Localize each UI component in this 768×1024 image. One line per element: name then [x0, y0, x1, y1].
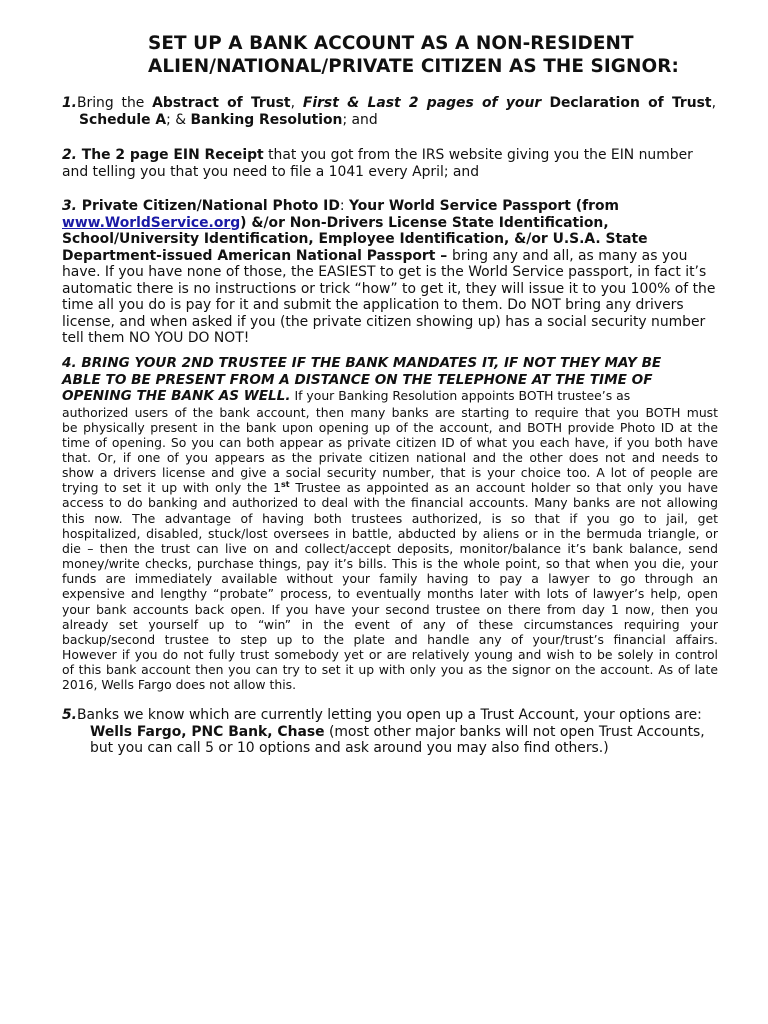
- step-2-line-2: [62, 164, 716, 181]
- step-3-text-line: have. If you have none of those, the EASIEST to get is the World Service passport, in fact it’s: [62, 264, 707, 280]
- step-number: 3.: [62, 198, 77, 214]
- text-run: :: [339, 198, 349, 214]
- page-title: [148, 32, 708, 78]
- text-run: Banking Resolution: [190, 111, 343, 128]
- step-3-text-line: tell them NO YOU DO NOT!: [62, 330, 250, 346]
- text-run: Declaration of Trust: [541, 95, 712, 111]
- step-4-text-line: backup/second trustee to step up to the plate and handle any of your/trust’s financial affairs.: [62, 631, 718, 647]
- step-4-text-line: that. Or, if one of you appears as the private citizen national and the other does not and needs to: [62, 449, 718, 465]
- step-4-superscript-line: trying to set it up with only the 1st Trustee as appointed as an account holder so that only you have: [62, 480, 718, 496]
- text-run: ,: [290, 95, 303, 111]
- text-run: First & Last 2 pages of your: [302, 95, 542, 111]
- step-number: 4.: [62, 355, 77, 371]
- step-4-text-line: show a drivers license and give a social security number, that is your choice too. A lot of people are: [62, 465, 718, 481]
- text-run: Abstract of Trust: [152, 95, 291, 111]
- step-5-line-3: but you can call 5 or 10 options and ask around you may also find others.): [90, 740, 609, 756]
- step-4-text-line: expensive and lengthy “probate” process, to eventually months later with lots of lawyer’s help, open: [62, 586, 718, 602]
- text-run: Bring the: [76, 95, 153, 111]
- step-3-photo-id: [62, 198, 716, 347]
- text-run: Private Citizen/National Photo ID: [76, 198, 340, 214]
- step-3-line-2-rest: ) &/or Non-Drivers License State Identification,: [240, 214, 609, 231]
- bank-names: Wells Fargo, PNC Bank, Chase: [90, 723, 325, 740]
- step-4-heading-line-3: [62, 388, 718, 405]
- step-4-text-line: this now. The advantage of having both trustees authorized, is so that if you go to jail, get: [62, 510, 718, 526]
- text-run: The 2 page EIN Receipt: [76, 147, 264, 163]
- step-number: 5.: [62, 707, 77, 723]
- step-4-heading-rest: If your Banking Resolution appoints BOTH trustee’s as: [290, 388, 631, 403]
- step-3-text-line: automatic there is no instructions or trick “how” to get it, they will issue it to you 100% of the: [62, 280, 716, 297]
- step-4-heading-line-1: 4. BRING YOUR 2ND TRUSTEE IF THE BANK MANDATES IT, IF NOT THEY MAY BE: [62, 355, 662, 371]
- step-2-line-1: [62, 147, 716, 164]
- step-3-line-2: [62, 215, 716, 232]
- step-3-line-4: [62, 248, 716, 265]
- step-4-text-line: authorized users of the bank account, then many banks are starting to require that you BOTH must: [62, 404, 718, 420]
- step-4-text-line: funds are immediately available without your family having to pay a lawyer to go through an: [62, 571, 718, 587]
- step-4-last-line: 2016, Wells Fargo does not allow this.: [62, 677, 297, 693]
- text-run: ; &: [166, 111, 191, 128]
- step-4-text-line: access to do banking and authorized to deal with the financial accounts. Many banks are not allowing: [62, 495, 718, 511]
- step-1-line-1: [62, 95, 716, 112]
- step-2-ein-receipt: [62, 147, 716, 180]
- step-4-text-line: money/write checks, purchase things, pay it’s bills. This is the whole point, so that when you die, your: [62, 556, 718, 572]
- step-1-line-2: [62, 112, 716, 129]
- step-3-line-3: School/University Identification, Employee Identification, &/or U.S.A. State: [62, 231, 648, 247]
- step-4-text-line: be physically present in the bank upon opening up of the account, and BOTH provide Photo ID at the: [62, 419, 718, 435]
- worldservice-link[interactable]: www.WorldService.org: [62, 214, 241, 231]
- step-5-banks: [62, 707, 716, 757]
- step-4-text-line: However if you do not fully trust somebody yet or are relatively young and wish to be solely in control: [62, 647, 718, 662]
- title-line-2: ALIEN/NATIONAL/PRIVATE CITIZEN AS THE SIGNOR:: [148, 56, 679, 77]
- text-run: ; and: [342, 111, 378, 128]
- step-4-heading-line-2: ABLE TO BE PRESENT FROM A DISTANCE ON THE TELEPHONE AT THE TIME OF: [62, 371, 653, 388]
- step-3-line-4-rest: bring any and all, as many as you: [452, 247, 688, 264]
- step-5-line-2: Wells Fargo, PNC Bank, Chase (most other major banks will not open Trust Accounts,: [90, 723, 705, 740]
- ordinal-superscript: st: [281, 480, 290, 490]
- step-3-text-line: license, and when asked if you (the private citizen showing up) has a social security number: [62, 313, 706, 330]
- passport-label: Department-issued American National Passport –: [62, 247, 453, 264]
- text-run: and telling you that you need to file a 1041 every April; and: [62, 163, 480, 180]
- title-line-1: SET UP A BANK ACCOUNT AS A NON-RESIDENT: [148, 33, 634, 54]
- step-3-text-line: time all you do is pay for it and submit the application to them. Do NOT bring any drivers: [62, 297, 684, 313]
- step-4-text-line: your bank accounts back open. If you have your second trustee on there from day 1 now, then you: [62, 601, 718, 617]
- step-4-text-line: die – then the trust can live on and collect/accept deposits, monitor/balance it’s bank balance, send: [62, 540, 718, 556]
- step-4-heading-end: OPENING THE BANK AS WELL.: [62, 388, 291, 404]
- step-number: 1.: [62, 95, 77, 111]
- step-4-text-line: hospitalized, disabled, stuck/lost oversees in battle, abducted by aliens or in the bermuda triangle, or: [62, 525, 718, 541]
- text-run: ,: [711, 95, 716, 111]
- step-3-line-1: [62, 198, 716, 215]
- step-1-documents: [62, 95, 716, 128]
- text-run: Schedule A: [79, 111, 167, 128]
- step-4-text-line: of this bank account then you can try to set it up with only you as the signor on the account. As of late: [62, 662, 718, 678]
- step-4-text-line: time of opening. So you can both appear as private citizen ID of what you each have, if you both have: [62, 434, 718, 450]
- step-number: 2.: [62, 147, 77, 163]
- step-4-second-trustee: [62, 355, 718, 692]
- text-run: Your World Service Passport (from: [348, 198, 620, 214]
- step-5-line-1: 5.Banks we know which are currently letting you open up a Trust Account, your options are:: [62, 707, 702, 723]
- step-4-text-line: already set yourself up to “win” in the event of any of these circumstances requiring your: [62, 616, 718, 632]
- text-run: that you got from the IRS website giving you the EIN number: [263, 147, 693, 163]
